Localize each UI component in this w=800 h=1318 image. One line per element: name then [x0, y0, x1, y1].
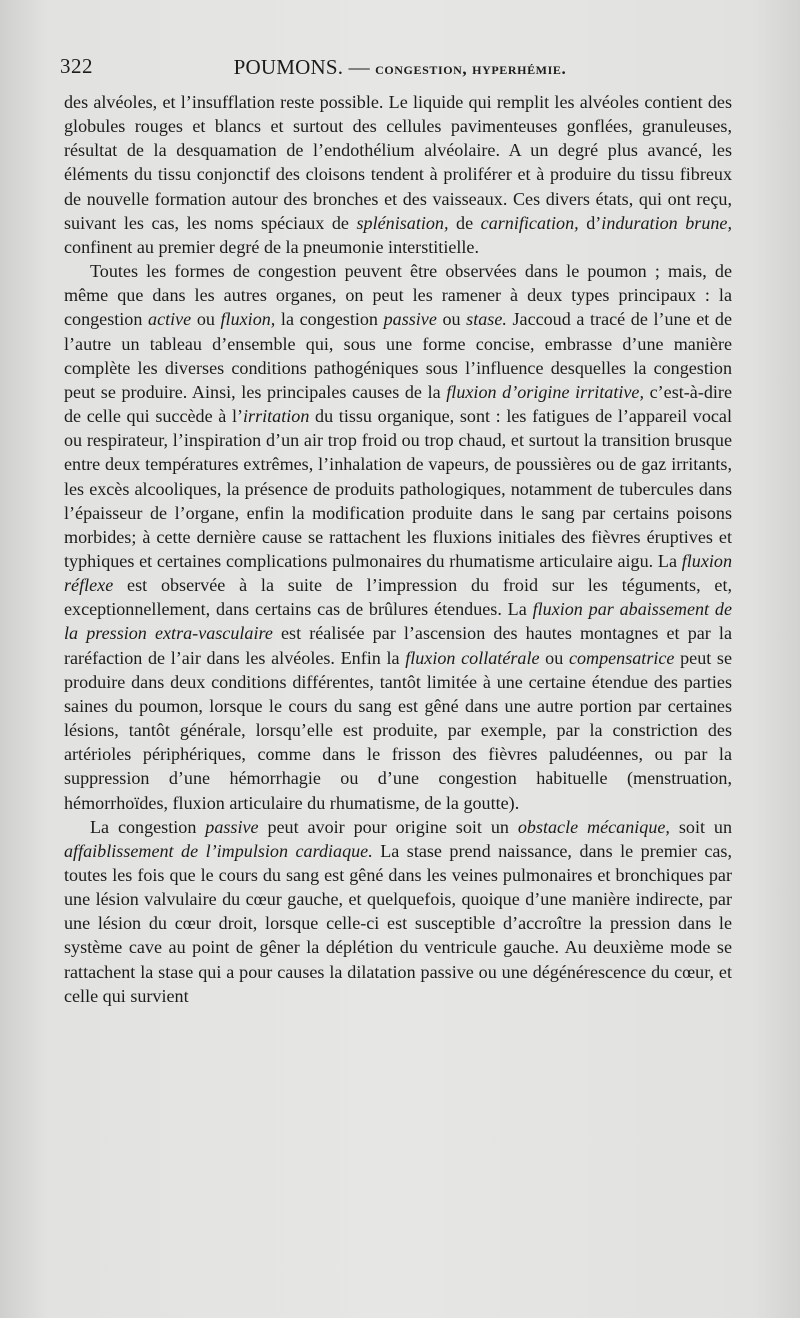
paragraph — [64, 90, 732, 259]
italic-term: fluxion d’origine irritative, — [446, 381, 644, 402]
text-run: est observée à la suite de l’impression du froid sur les téguments, et, exceptionnellement, dans certains cas de brûlures étendues. La — [64, 575, 732, 620]
text-run: Toutes les formes de congestion peuvent être observées dans le poumon ; mais, de même que dans les autres organes, on peut les ramener à deux types principaux : la congestion — [64, 261, 732, 330]
italic-term: passive — [383, 309, 437, 330]
italic-term: affaiblissement de l’impulsion cardiaque. — [64, 840, 373, 861]
text-run: soit un — [669, 816, 732, 837]
italic-term: fluxion par abaissement de la pression extra-vasculaire — [64, 599, 732, 644]
text-run: la congestion — [275, 309, 384, 330]
text-run: ou — [191, 309, 221, 330]
italic-term: carnification, — [480, 212, 579, 233]
running-head-subtitle: congestion, hyperhémie. — [375, 59, 567, 78]
text-run: c’est-à-dire de celle qui succède à l’ — [64, 381, 732, 427]
text-run: La stase prend naissance, dans le premier cas, toutes les fois que le cours du sang est gêné dans les veines pulmonaires et bronchiques par une lésion valvulaire du cœur gauche, et quelquefois, quoique d’une manière indirecte, par une lésion du cœur droit, lorsque celle-ci est susceptible d’accroître la pression dans le système cave au point de gêner la déplétion du ventricule gauche. Au deuxième mode se rattachent la stase qui a pour causes la dilatation passive ou une dégénérescence du cœur, et celle qui survient — [64, 840, 732, 1006]
running-head-title: POUMONS. — — [233, 55, 370, 79]
italic-term: active — [148, 309, 192, 330]
text-run: peut se produire dans deux conditions différentes, tantôt limitée à une certaine étendue des parties saines du poumon, lorsque le cours du sang est gêné dans une autre portion par certaines lésions, tantôt générale, lorsqu’elle est produite, par exemple, par la constriction des artérioles périphériques, comme dans le frisson des fièvres paludéennes, ou par la suppression d’une hémorrhagie ou d’une congestion habituelle (menstruation, hémorrhoïdes, fluxion articulaire du rhumatisme, de la goutte). — [64, 647, 733, 813]
paragraph — [64, 815, 732, 1008]
italic-term: fluxion, — [220, 309, 276, 330]
text-run: des alvéoles, et l’insufflation reste possible. Le liquide qui remplit les alvéoles contient des globules rouges et blancs et surtout des cellules pavimenteuses gonflées, granuleuses, résultat de la desquamation de l’endothélium alvéolaire. A un degré plus avancé, les éléments du tissu conjonctif des cloisons tendent à proliférer et à produire du tissu fibreux de nouvelle formation autour des bronches et des vaisseaux. Ces divers états, qui ont reçu, suivant les cas, les noms spéciaux de — [64, 92, 732, 233]
italic-term: passive — [205, 816, 259, 837]
text-run: ou — [539, 647, 569, 668]
text-run: peut avoir pour origine soit un — [258, 816, 518, 837]
italic-term: compensatrice — [568, 647, 675, 668]
italic-term: splénisation, — [356, 212, 449, 233]
text-run: La congestion — [90, 816, 206, 837]
text-run: confinent au premier degré de la pneumonie interstitielle. — [64, 236, 479, 257]
running-head — [0, 55, 800, 80]
text-run: d’ — [578, 212, 602, 233]
italic-term: irritation — [243, 406, 310, 427]
text-run: est réalisée par l’ascension des hautes montagnes et par la raréfaction de l’air dans les alvéoles. Enfin la — [64, 623, 732, 668]
italic-term: fluxion collatérale — [405, 647, 540, 668]
body-text — [64, 90, 732, 1008]
page-number: 322 — [60, 54, 93, 78]
paragraph — [64, 259, 732, 815]
italic-term: obstacle mécanique, — [517, 816, 670, 837]
italic-term: stase. — [466, 309, 507, 330]
text-run: Jaccoud a tracé de l’une et de l’autre un tableau d’ensemble qui, sous une forme concise, embrasse d’une manière complète les diverses conditions pathogéniques sous l’influence desquelles la congestion peut se produire. Ainsi, les principales causes de la — [64, 309, 732, 402]
italic-term: fluxion réflexe — [64, 550, 732, 596]
text-run: ou — [436, 309, 467, 330]
text-run: de — [448, 212, 481, 233]
italic-term: induration brune, — [601, 212, 732, 233]
text-run: du tissu organique, sont : les fatigues de l’appareil vocal ou respirateur, l’inspiration d’un air trop froid ou trop chaud, et surtout la transition brusque entre deux températures extrêmes, l’inhalation de vapeurs, de poussières ou de gaz irritants, les excès alcooliques, la présence de produits pathologiques, notamment de tubercules dans l’épaisseur de l’organe, enfin la modification produite dans le sang par certains poisons morbides; à cette dernière cause se rattachent les fluxions initiales des fièvres éruptives et typhiques et certaines complications pulmonaires du rhumatisme articulaire aigu. La — [64, 406, 732, 571]
